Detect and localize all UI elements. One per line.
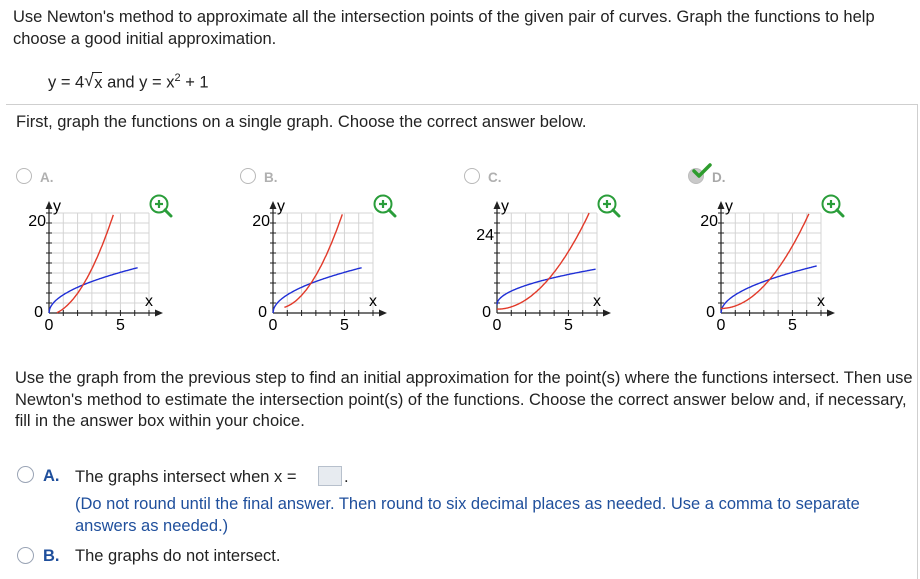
x-axis-label: x xyxy=(593,293,601,310)
right-border xyxy=(917,104,918,579)
x-tick-label: 5 xyxy=(339,317,349,334)
problem-prompt: Use Newton's method to approximate all the intersection points of the given pair of curves. Graph the functions to help choose a good initial approximation. xyxy=(13,8,875,48)
question-intersection: Use the graph from the previous step to find an initial approximation for the point(s) where the functions intersect. Then use Newton's method to estimate the intersection point(s) of the functions. Choose the correct answer below and, if necessary, fill in the answer box within your choice. xyxy=(15,369,913,430)
intersection-x-input[interactable] xyxy=(318,466,342,486)
origin-label: 0 xyxy=(258,304,267,321)
checkmark-icon xyxy=(692,163,712,179)
graph-option-d[interactable] xyxy=(688,160,898,350)
x-axis-label: x xyxy=(369,293,377,310)
exponent: 2 xyxy=(174,72,181,84)
y-tick-label: 20 xyxy=(700,213,718,231)
x-tick-label: 5 xyxy=(563,317,573,334)
graph-plot xyxy=(688,198,848,338)
answer-a-hint: (Do not round until the final answer. Then round to six decimal places as needed. Use a comma to separate answers as needed.) xyxy=(75,495,860,535)
sqrt-x: √ x xyxy=(84,70,103,92)
answer-b-radio[interactable] xyxy=(17,547,34,564)
graph-option-b[interactable] xyxy=(240,160,450,350)
graph-option-radio[interactable] xyxy=(464,168,480,184)
x-axis-label: x xyxy=(817,293,825,310)
x-origin-label: 0 xyxy=(268,317,278,334)
graph-plot xyxy=(16,198,176,338)
sqrt-radicand: x xyxy=(94,73,103,92)
section-divider xyxy=(6,104,918,105)
answer-a-period: . xyxy=(344,468,349,486)
graph-option-letter: D. xyxy=(712,170,726,185)
answer-a-radio[interactable] xyxy=(17,466,34,483)
x-tick-label: 5 xyxy=(115,317,125,334)
origin-label: 0 xyxy=(482,304,491,321)
equation-left: y = 4 xyxy=(48,73,85,92)
graph-option-radio[interactable] xyxy=(16,168,32,184)
graph-option-a[interactable] xyxy=(16,160,226,350)
x-axis-label: x xyxy=(145,293,153,310)
y-axis-label: y xyxy=(501,198,509,215)
blue-curve xyxy=(49,268,138,313)
answer-b-letter: B. xyxy=(43,547,60,565)
blue-curve xyxy=(497,269,596,304)
origin-label: 0 xyxy=(706,304,715,321)
y-tick-label: 24 xyxy=(476,227,494,245)
graph-plot xyxy=(464,198,624,338)
y-axis-label: y xyxy=(725,198,733,215)
graph-option-letter: B. xyxy=(264,170,278,185)
y-tick-label: 20 xyxy=(252,213,270,231)
origin-label: 0 xyxy=(34,304,43,321)
equation-right: + 1 xyxy=(180,73,209,92)
y-axis-label: y xyxy=(277,198,285,215)
graph-option-letter: C. xyxy=(488,170,502,185)
answer-a-text: The graphs intersect when x = xyxy=(75,468,297,486)
graph-option-radio[interactable] xyxy=(688,168,704,184)
x-origin-label: 0 xyxy=(44,317,54,334)
x-origin-label: 0 xyxy=(716,317,726,334)
answer-a-letter: A. xyxy=(43,467,60,485)
graph-option-letter: A. xyxy=(40,170,54,185)
x-tick-label: 5 xyxy=(787,317,797,334)
red-curve xyxy=(57,215,113,313)
red-curve xyxy=(721,214,809,309)
graph-plot xyxy=(240,198,400,338)
y-axis-label: y xyxy=(53,198,61,215)
graph-option-radio[interactable] xyxy=(240,168,256,184)
answer-b-text: The graphs do not intersect. xyxy=(75,547,281,565)
question-graph: First, graph the functions on a single graph. Choose the correct answer below. xyxy=(16,113,587,131)
equation-middle: and y = x xyxy=(102,73,175,92)
graph-option-c[interactable] xyxy=(464,160,674,350)
x-origin-label: 0 xyxy=(492,317,502,334)
y-tick-label: 20 xyxy=(28,213,46,231)
equation xyxy=(48,72,209,93)
